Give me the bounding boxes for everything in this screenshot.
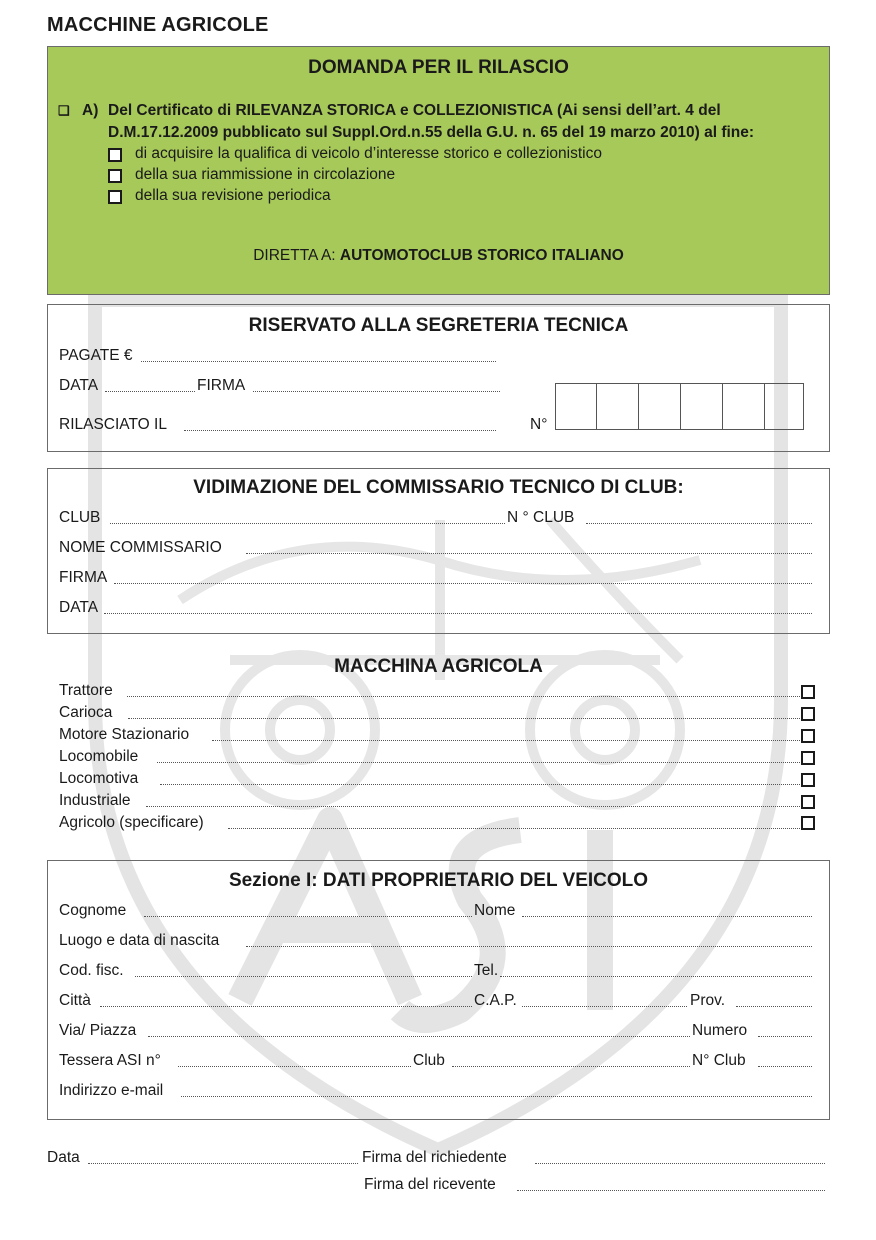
tessera-field[interactable] (178, 1066, 411, 1067)
macchina-checkbox-industriale[interactable] (801, 795, 815, 809)
macchina-item-locomobile: Locomobile (59, 748, 139, 765)
macchina-item-agricolo: Agricolo (specificare) (59, 814, 204, 831)
via-field[interactable] (148, 1036, 690, 1037)
codfisc-field[interactable] (135, 976, 472, 977)
macchina-title: MACCHINA AGRICOLA (334, 656, 543, 677)
macchina-item-locomotiva: Locomotiva (59, 770, 139, 787)
n-club-field[interactable] (586, 523, 812, 524)
macchina-item-industriale: Industriale (59, 792, 131, 809)
sezione1-section (47, 860, 830, 1120)
numero-civico-field[interactable] (758, 1036, 812, 1037)
sez-club-field[interactable] (452, 1066, 690, 1067)
option-checkbox-qualifica[interactable] (108, 148, 122, 162)
macchina-dots (212, 740, 800, 741)
macchina-dots (228, 828, 800, 829)
option-checkbox-revisione[interactable] (108, 190, 122, 204)
n-club-label: N ° CLUB (507, 509, 575, 526)
item-text-line2: D.M.17.12.2009 pubblicato sul Suppl.Ord.n.55 della G.U. n. 65 del 19 marzo 2010) al fine: (108, 124, 755, 141)
nome-commissario-label: NOME COMMISSARIO (59, 539, 222, 556)
diretta-line (48, 247, 829, 265)
numero-digit-box[interactable] (596, 383, 639, 430)
macchina-item-trattore: Trattore (59, 682, 113, 699)
nome-commissario-field[interactable] (246, 553, 812, 554)
email-field[interactable] (181, 1096, 812, 1097)
pagate-field[interactable] (141, 361, 496, 362)
numero-civico-label: Numero (692, 1022, 748, 1039)
codfisc-label: Cod. fisc. (59, 962, 124, 979)
firma-richiedente-field[interactable] (535, 1163, 825, 1164)
luogo-label: Luogo e data di nascita (59, 932, 220, 949)
numero-digit-box[interactable] (764, 383, 804, 430)
vid-firma-label: FIRMA (59, 569, 108, 586)
numero-label: N° (530, 416, 548, 433)
pagate-label: PAGATE € (59, 347, 133, 364)
luogo-field[interactable] (246, 946, 812, 947)
macchina-checkbox-trattore[interactable] (801, 685, 815, 699)
sezione1-title: Sezione I: DATI PROPRIETARIO DEL VEICOLO (228, 870, 649, 891)
domanda-section (47, 46, 830, 295)
email-label: Indirizzo e-mail (59, 1082, 164, 1099)
sez-n-club-field[interactable] (758, 1066, 812, 1067)
cognome-label: Cognome (59, 902, 127, 919)
option-label-riammissione: della sua riammissione in circolazione (135, 166, 396, 183)
macchina-checkbox-agricolo[interactable] (801, 816, 815, 830)
rilasciato-label: RILASCIATO IL (59, 416, 167, 433)
diretta-label: DIRETTA A: (253, 247, 340, 264)
club-label: CLUB (59, 509, 101, 526)
club-field[interactable] (110, 523, 505, 524)
sez-n-club-label: N° Club (692, 1052, 746, 1069)
citta-field[interactable] (100, 1006, 472, 1007)
diretta-value: AUTOMOTOCLUB STORICO ITALIANO (339, 247, 624, 264)
cognome-field[interactable] (144, 916, 472, 917)
page-title: MACCHINE AGRICOLE (47, 14, 269, 36)
vidimazione-title: VIDIMAZIONE DEL COMMISSARIO TECNICO DI CLUB: (193, 477, 684, 498)
vid-firma-field[interactable] (114, 583, 812, 584)
prov-label: Prov. (690, 992, 726, 1009)
numero-digit-box[interactable] (638, 383, 681, 430)
macchina-checkbox-motore-stazionario[interactable] (801, 729, 815, 743)
numero-digit-box[interactable] (722, 383, 765, 430)
macchina-checkbox-locomobile[interactable] (801, 751, 815, 765)
tel-field[interactable] (500, 976, 812, 977)
nome-field[interactable] (522, 916, 812, 917)
macchina-item-carioca: Carioca (59, 704, 113, 721)
sez-club-label: Club (413, 1052, 445, 1069)
tel-label: Tel. (474, 962, 499, 979)
option-label-revisione: della sua revisione periodica (135, 187, 331, 204)
item-text-line1: Del Certificato di RILEVANZA STORICA e COLLEZIONISTICA (Ai sensi dell’art. 4 del (108, 102, 721, 119)
domanda-title: DOMANDA PER IL RILASCIO (308, 57, 569, 78)
firma-label: FIRMA (197, 377, 246, 394)
footer-data-field[interactable] (88, 1163, 358, 1164)
numero-digit-box[interactable] (680, 383, 723, 430)
macchina-dots (146, 806, 800, 807)
rilasciato-field[interactable] (184, 430, 496, 431)
data-field[interactable] (105, 391, 195, 392)
vid-data-field[interactable] (104, 613, 812, 614)
firma-ricevente-label: Firma del ricevente (364, 1176, 496, 1193)
macchina-dots (127, 696, 800, 697)
numero-digit-box[interactable] (555, 383, 597, 430)
firma-richiedente-label: Firma del richiedente (362, 1149, 507, 1166)
vid-data-label: DATA (59, 599, 99, 616)
cap-field[interactable] (522, 1006, 687, 1007)
option-label-qualifica: di acquisire la qualifica di veicolo d’interesse storico e collezionistico (135, 145, 602, 162)
footer-data-label: Data (47, 1149, 80, 1166)
via-label: Via/ Piazza (59, 1022, 137, 1039)
prov-field[interactable] (736, 1006, 812, 1007)
macchina-dots (160, 784, 800, 785)
item-letter: A) (82, 102, 99, 119)
cap-label: C.A.P. (474, 992, 517, 1009)
nome-label: Nome (474, 902, 516, 919)
firma-ricevente-field[interactable] (517, 1190, 825, 1191)
segreteria-title: RISERVATO ALLA SEGRETERIA TECNICA (248, 315, 629, 336)
data-label: DATA (59, 377, 99, 394)
citta-label: Città (59, 992, 91, 1009)
macchina-item-motore-stazionario: Motore Stazionario (59, 726, 190, 743)
macchina-checkbox-carioca[interactable] (801, 707, 815, 721)
macchina-checkbox-locomotiva[interactable] (801, 773, 815, 787)
option-checkbox-riammissione[interactable] (108, 169, 122, 183)
firma-field[interactable] (253, 391, 500, 392)
tessera-label: Tessera ASI n° (59, 1052, 161, 1069)
macchina-dots (157, 762, 800, 763)
macchina-dots (128, 718, 800, 719)
bullet-icon: ❑ (58, 103, 70, 118)
